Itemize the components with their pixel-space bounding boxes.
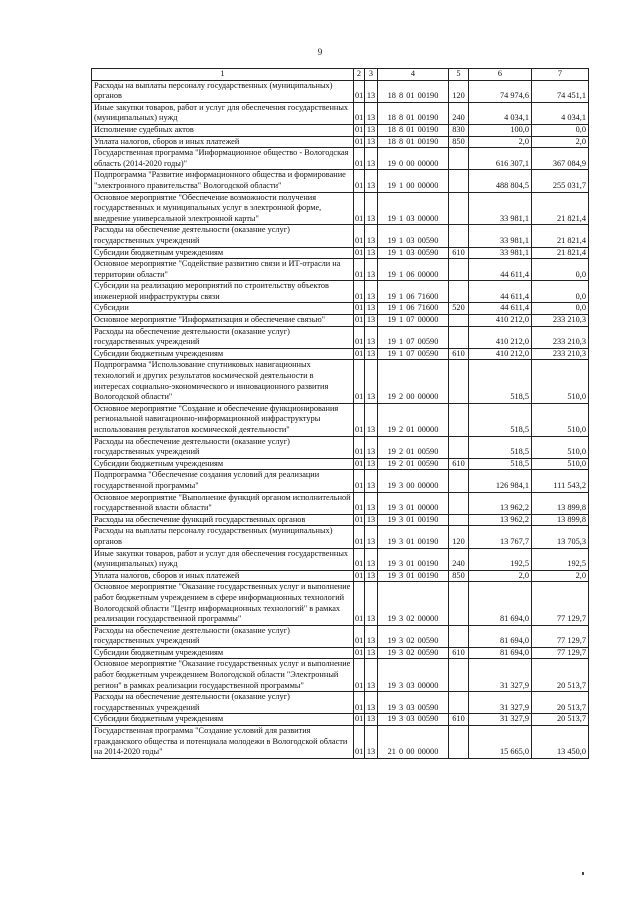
amount-2019-cell: 192,5 — [469, 548, 532, 570]
target-article-cell: 19 2 01 00590 — [378, 436, 449, 458]
table-row — [92, 526, 589, 548]
subsection-code-cell: 13 — [365, 526, 378, 548]
table-row — [92, 714, 589, 726]
amount-2020-cell: 21 821,4 — [532, 225, 589, 247]
expense-type-cell — [449, 436, 469, 458]
section-code-cell: 01 — [354, 470, 365, 492]
row-name-cell: Основное мероприятие "Содействие развитию связи и ИТ-отрасли на территории области" — [92, 259, 354, 281]
amount-2020-cell: 0,0 — [532, 124, 589, 136]
table-row — [92, 647, 589, 659]
section-code-cell: 01 — [354, 360, 365, 403]
amount-2020-cell: 367 084,9 — [532, 148, 589, 170]
subsection-code-cell: 13 — [365, 192, 378, 225]
table-row — [92, 625, 589, 647]
expense-type-cell: 610 — [449, 348, 469, 360]
section-code-cell: 01 — [354, 225, 365, 247]
row-name-cell: Исполнение судебных актов — [92, 124, 354, 136]
header-cell: 1 — [92, 69, 354, 81]
amount-2019-cell: 15 665,0 — [469, 726, 532, 759]
target-article-cell: 19 2 01 00590 — [378, 458, 449, 470]
section-code-cell: 01 — [354, 548, 365, 570]
expense-type-cell: 610 — [449, 247, 469, 259]
section-code-cell: 01 — [354, 136, 365, 148]
section-code-cell: 01 — [354, 492, 365, 514]
table-row — [92, 360, 589, 403]
row-name-cell: Уплата налогов, сборов и иных платежей — [92, 570, 354, 582]
section-code-cell: 01 — [354, 124, 365, 136]
subsection-code-cell: 13 — [365, 647, 378, 659]
row-name-cell: Субсидии бюджетным учреждениям — [92, 348, 354, 360]
target-article-cell: 19 3 00 00000 — [378, 470, 449, 492]
subsection-code-cell: 13 — [365, 124, 378, 136]
row-name-cell: Основное мероприятие "Информатизация и обеспечение связью" — [92, 315, 354, 327]
section-code-cell: 01 — [354, 514, 365, 526]
amount-2019-cell: 518,5 — [469, 436, 532, 458]
amount-2019-cell: 13 767,7 — [469, 526, 532, 548]
subsection-code-cell: 13 — [365, 403, 378, 436]
target-article-cell: 18 8 01 00190 — [378, 124, 449, 136]
amount-2020-cell: 21 821,4 — [532, 247, 589, 259]
subsection-code-cell: 13 — [365, 148, 378, 170]
amount-2019-cell: 33 981,1 — [469, 247, 532, 259]
table-row — [92, 247, 589, 259]
row-name-cell: Государственная программа "Создание условий для развития гражданского общества и потенциала молодежи в Вологодской области на 2014-2020 годы" — [92, 726, 354, 759]
row-name-cell: Субсидии бюджетным учреждениям — [92, 247, 354, 259]
subsection-code-cell: 13 — [365, 281, 378, 303]
target-article-cell: 19 1 06 71600 — [378, 303, 449, 315]
header-cell: 2 — [354, 69, 365, 81]
amount-2020-cell: 21 821,4 — [532, 192, 589, 225]
amount-2020-cell: 510,0 — [532, 436, 589, 458]
expense-type-cell — [449, 315, 469, 327]
amount-2020-cell: 192,5 — [532, 548, 589, 570]
amount-2019-cell: 518,5 — [469, 403, 532, 436]
row-name-cell: Расходы на обеспечение деятельности (оказание услуг) государственных учреждений — [92, 436, 354, 458]
amount-2020-cell: 77 129,7 — [532, 647, 589, 659]
section-code-cell: 01 — [354, 148, 365, 170]
expense-type-cell: 240 — [449, 548, 469, 570]
expense-type-cell: 120 — [449, 80, 469, 102]
expense-type-cell: 610 — [449, 458, 469, 470]
subsection-code-cell: 13 — [365, 458, 378, 470]
table-row — [92, 315, 589, 327]
amount-2019-cell: 488 804,5 — [469, 170, 532, 192]
target-article-cell: 19 0 00 00000 — [378, 148, 449, 170]
section-code-cell: 01 — [354, 403, 365, 436]
amount-2020-cell: 111 543,2 — [532, 470, 589, 492]
target-article-cell: 19 2 00 00000 — [378, 360, 449, 403]
target-article-cell: 19 1 06 71600 — [378, 281, 449, 303]
expense-type-cell — [449, 403, 469, 436]
amount-2019-cell: 31 327,9 — [469, 659, 532, 692]
target-article-cell: 19 1 07 00590 — [378, 326, 449, 348]
expense-type-cell — [449, 582, 469, 625]
target-article-cell: 19 3 02 00590 — [378, 647, 449, 659]
target-article-cell: 19 1 07 00000 — [378, 315, 449, 327]
section-code-cell: 01 — [354, 247, 365, 259]
table-row — [92, 124, 589, 136]
target-article-cell: 19 3 03 00000 — [378, 659, 449, 692]
row-name-cell: Уплата налогов, сборов и иных платежей — [92, 136, 354, 148]
table-row — [92, 492, 589, 514]
row-name-cell: Основное мероприятие "Оказание государственных услуг и выполнение работ бюджетным учреждением в сфере информационных технологий Вологодской области "Центр информационных технологий" в рамках реализации государственной программы" — [92, 582, 354, 625]
expense-type-cell — [449, 625, 469, 647]
row-name-cell: Иные закупки товаров, работ и услуг для обеспечения государственных (муниципальных) нужд — [92, 102, 354, 124]
table-row — [92, 148, 589, 170]
amount-2020-cell: 74 451,1 — [532, 80, 589, 102]
expense-type-cell: 240 — [449, 102, 469, 124]
amount-2020-cell: 20 513,7 — [532, 714, 589, 726]
amount-2019-cell: 74 974,6 — [469, 80, 532, 102]
amount-2019-cell: 126 984,1 — [469, 470, 532, 492]
table-row — [92, 348, 589, 360]
table-row — [92, 170, 589, 192]
table-row — [92, 470, 589, 492]
section-code-cell: 01 — [354, 625, 365, 647]
expense-type-cell: 850 — [449, 136, 469, 148]
target-article-cell: 18 8 01 00190 — [378, 80, 449, 102]
expense-type-cell: 830 — [449, 124, 469, 136]
table-row — [92, 303, 589, 315]
row-name-cell: Государственная программа "Информационное общество - Вологодская область (2014-2020 годы)" — [92, 148, 354, 170]
amount-2019-cell: 31 327,9 — [469, 714, 532, 726]
section-code-cell: 01 — [354, 436, 365, 458]
row-name-cell: Иные закупки товаров, работ и услуг для обеспечения государственных (муниципальных) нужд — [92, 548, 354, 570]
amount-2020-cell: 510,0 — [532, 360, 589, 403]
section-code-cell: 01 — [354, 303, 365, 315]
subsection-code-cell: 13 — [365, 348, 378, 360]
amount-2020-cell: 233 210,3 — [532, 326, 589, 348]
amount-2020-cell: 77 129,7 — [532, 625, 589, 647]
amount-2020-cell: 13 899,8 — [532, 492, 589, 514]
amount-2019-cell: 81 694,0 — [469, 625, 532, 647]
row-name-cell: Расходы на обеспечение деятельности (оказание услуг) государственных учреждений — [92, 326, 354, 348]
target-article-cell: 19 1 03 00000 — [378, 192, 449, 225]
amount-2019-cell: 410 212,0 — [469, 326, 532, 348]
expense-type-cell — [449, 170, 469, 192]
row-name-cell: Расходы на обеспечение деятельности (оказание услуг) государственных учреждений — [92, 692, 354, 714]
subsection-code-cell: 13 — [365, 470, 378, 492]
amount-2019-cell: 31 327,9 — [469, 692, 532, 714]
table-row — [92, 514, 589, 526]
row-name-cell: Подпрограмма "Обеспечение создания условий для реализации государственной программы" — [92, 470, 354, 492]
amount-2020-cell: 77 129,7 — [532, 582, 589, 625]
expense-type-cell: 610 — [449, 647, 469, 659]
row-name-cell: Расходы на обеспечение деятельности (оказание услуг) государственных учреждений — [92, 625, 354, 647]
table-row — [92, 326, 589, 348]
amount-2019-cell: 100,0 — [469, 124, 532, 136]
amount-2020-cell: 13 899,8 — [532, 514, 589, 526]
table-row — [92, 225, 589, 247]
row-name-cell: Основное мероприятие "Выполнение функций органом исполнительной государственной власти области" — [92, 492, 354, 514]
target-article-cell: 19 3 01 00000 — [378, 492, 449, 514]
row-name-cell: Основное мероприятие "Оказание государственных услуг и выполнение работ бюджетным учреждением Вологодской области "Электронный регион" в рамках реализации государственной программы" — [92, 659, 354, 692]
amount-2020-cell: 20 513,7 — [532, 659, 589, 692]
expense-type-cell — [449, 726, 469, 759]
subsection-code-cell: 13 — [365, 225, 378, 247]
amount-2020-cell: 13 705,3 — [532, 526, 589, 548]
target-article-cell: 19 3 03 00590 — [378, 692, 449, 714]
table-row — [92, 458, 589, 470]
table-row — [92, 136, 589, 148]
expense-type-cell — [449, 692, 469, 714]
subsection-code-cell: 13 — [365, 659, 378, 692]
table-row — [92, 548, 589, 570]
section-code-cell: 01 — [354, 192, 365, 225]
section-code-cell: 01 — [354, 692, 365, 714]
header-cell: 4 — [378, 69, 449, 81]
row-name-cell: Субсидии — [92, 303, 354, 315]
target-article-cell: 21 0 00 00000 — [378, 726, 449, 759]
target-article-cell: 19 3 02 00590 — [378, 625, 449, 647]
target-article-cell: 19 3 02 00000 — [378, 582, 449, 625]
subsection-code-cell: 13 — [365, 259, 378, 281]
row-name-cell: Субсидии бюджетным учреждениям — [92, 458, 354, 470]
row-name-cell: Подпрограмма "Использование спутниковых навигационных технологий и других результатов космической деятельности в интересах социально-экономического и инновационного развития Вологодской области" — [92, 360, 354, 403]
section-code-cell: 01 — [354, 570, 365, 582]
header-cell: 5 — [449, 69, 469, 81]
row-name-cell: Субсидии бюджетным учреждениям — [92, 714, 354, 726]
table-row — [92, 570, 589, 582]
amount-2019-cell: 33 981,1 — [469, 225, 532, 247]
expense-type-cell — [449, 259, 469, 281]
section-code-cell: 01 — [354, 458, 365, 470]
amount-2019-cell: 2,0 — [469, 136, 532, 148]
section-code-cell: 01 — [354, 647, 365, 659]
amount-2020-cell: 2,0 — [532, 136, 589, 148]
amount-2019-cell: 410 212,0 — [469, 348, 532, 360]
section-code-cell: 01 — [354, 102, 365, 124]
subsection-code-cell: 13 — [365, 514, 378, 526]
amount-2020-cell: 255 031,7 — [532, 170, 589, 192]
target-article-cell: 19 1 06 00000 — [378, 259, 449, 281]
amount-2019-cell: 81 694,0 — [469, 582, 532, 625]
amount-2019-cell: 44 611,4 — [469, 303, 532, 315]
amount-2019-cell: 4 034,1 — [469, 102, 532, 124]
section-code-cell: 01 — [354, 348, 365, 360]
row-name-cell: Расходы на обеспечение деятельности (оказание услуг) государственных учреждений — [92, 225, 354, 247]
amount-2019-cell: 410 212,0 — [469, 315, 532, 327]
amount-2020-cell: 0,0 — [532, 259, 589, 281]
subsection-code-cell: 13 — [365, 692, 378, 714]
subsection-code-cell: 13 — [365, 582, 378, 625]
target-article-cell: 19 3 03 00590 — [378, 714, 449, 726]
expense-type-cell — [449, 514, 469, 526]
amount-2020-cell: 0,0 — [532, 281, 589, 303]
target-article-cell: 19 3 01 00190 — [378, 548, 449, 570]
amount-2019-cell: 33 981,1 — [469, 192, 532, 225]
subsection-code-cell: 13 — [365, 360, 378, 403]
row-name-cell: Основное мероприятие "Обеспечение возможности получения государственных и муниципальных услуг в электронной форме, внедрение универсальной электронной карты" — [92, 192, 354, 225]
section-code-cell: 01 — [354, 526, 365, 548]
target-article-cell: 19 3 01 00190 — [378, 526, 449, 548]
table-header-row — [92, 69, 589, 81]
target-article-cell: 18 8 01 00190 — [378, 102, 449, 124]
amount-2020-cell: 4 034,1 — [532, 102, 589, 124]
target-article-cell: 19 1 03 00590 — [378, 247, 449, 259]
expense-type-cell — [449, 225, 469, 247]
amount-2020-cell: 2,0 — [532, 570, 589, 582]
row-name-cell: Субсидии бюджетным учреждениям — [92, 647, 354, 659]
subsection-code-cell: 13 — [365, 102, 378, 124]
amount-2020-cell: 0,0 — [532, 303, 589, 315]
target-article-cell: 19 3 01 00190 — [378, 514, 449, 526]
amount-2019-cell: 616 307,1 — [469, 148, 532, 170]
expense-type-cell: 850 — [449, 570, 469, 582]
header-cell: 3 — [365, 69, 378, 81]
table-row — [92, 659, 589, 692]
section-code-cell: 01 — [354, 170, 365, 192]
amount-2019-cell: 518,5 — [469, 360, 532, 403]
expense-type-cell — [449, 148, 469, 170]
table-row — [92, 259, 589, 281]
subsection-code-cell: 13 — [365, 625, 378, 647]
table-row — [92, 192, 589, 225]
target-article-cell: 19 1 03 00590 — [378, 225, 449, 247]
subsection-code-cell: 13 — [365, 548, 378, 570]
amount-2019-cell: 44 611,4 — [469, 281, 532, 303]
amount-2019-cell: 44 611,4 — [469, 259, 532, 281]
subsection-code-cell: 13 — [365, 570, 378, 582]
target-article-cell: 18 8 01 00190 — [378, 136, 449, 148]
subsection-code-cell: 13 — [365, 714, 378, 726]
expense-type-cell: 610 — [449, 714, 469, 726]
subsection-code-cell: 13 — [365, 492, 378, 514]
expense-type-cell — [449, 192, 469, 225]
subsection-code-cell: 13 — [365, 136, 378, 148]
table-row — [92, 582, 589, 625]
expense-type-cell — [449, 326, 469, 348]
table-row — [92, 102, 589, 124]
subsection-code-cell: 13 — [365, 436, 378, 458]
subsection-code-cell: 13 — [365, 247, 378, 259]
scan-mark — [582, 872, 584, 875]
amount-2019-cell: 13 962,2 — [469, 514, 532, 526]
header-cell: 7 — [532, 69, 589, 81]
amount-2019-cell: 13 962,2 — [469, 492, 532, 514]
row-name-cell: Расходы на выплаты персоналу государственных (муниципальных) органов — [92, 526, 354, 548]
target-article-cell: 19 1 00 00000 — [378, 170, 449, 192]
section-code-cell: 01 — [354, 281, 365, 303]
table-row — [92, 281, 589, 303]
expense-type-cell — [449, 281, 469, 303]
target-article-cell: 19 3 01 00190 — [378, 570, 449, 582]
table-row — [92, 692, 589, 714]
table-row — [92, 80, 589, 102]
subsection-code-cell: 13 — [365, 326, 378, 348]
section-code-cell: 01 — [354, 326, 365, 348]
row-name-cell: Основное мероприятие "Создание и обеспечение функционирования региональной навигационно-информационной инфраструктуры использования результатов космической деятельности" — [92, 403, 354, 436]
amount-2020-cell: 510,0 — [532, 403, 589, 436]
amount-2020-cell: 510,0 — [532, 458, 589, 470]
expense-type-cell — [449, 360, 469, 403]
amount-2019-cell: 518,5 — [469, 458, 532, 470]
budget-table — [91, 68, 589, 759]
expense-type-cell: 520 — [449, 303, 469, 315]
amount-2019-cell: 81 694,0 — [469, 647, 532, 659]
section-code-cell: 01 — [354, 659, 365, 692]
subsection-code-cell: 13 — [365, 303, 378, 315]
subsection-code-cell: 13 — [365, 315, 378, 327]
expense-type-cell — [449, 659, 469, 692]
amount-2020-cell: 233 210,3 — [532, 315, 589, 327]
amount-2019-cell: 2,0 — [469, 570, 532, 582]
subsection-code-cell: 13 — [365, 170, 378, 192]
subsection-code-cell: 13 — [365, 80, 378, 102]
row-name-cell: Расходы на выплаты персоналу государственных (муниципальных) органов — [92, 80, 354, 102]
table-row — [92, 403, 589, 436]
subsection-code-cell: 13 — [365, 726, 378, 759]
row-name-cell: Подпрограмма "Развитие информационного общества и формирование "электронного правительства" Вологодской области" — [92, 170, 354, 192]
section-code-cell: 01 — [354, 714, 365, 726]
amount-2020-cell: 13 450,0 — [532, 726, 589, 759]
section-code-cell: 01 — [354, 582, 365, 625]
expense-type-cell — [449, 492, 469, 514]
section-code-cell: 01 — [354, 315, 365, 327]
amount-2020-cell: 20 513,7 — [532, 692, 589, 714]
section-code-cell: 01 — [354, 726, 365, 759]
target-article-cell: 19 2 01 00000 — [378, 403, 449, 436]
row-name-cell: Расходы на обеспечение функций государственных органов — [92, 514, 354, 526]
target-article-cell: 19 1 07 00590 — [378, 348, 449, 360]
expense-type-cell — [449, 470, 469, 492]
header-cell: 6 — [469, 69, 532, 81]
section-code-cell: 01 — [354, 80, 365, 102]
page-number: 9 — [317, 47, 323, 57]
amount-2020-cell: 233 210,3 — [532, 348, 589, 360]
expense-type-cell: 120 — [449, 526, 469, 548]
table-row — [92, 436, 589, 458]
table-row — [92, 726, 589, 759]
section-code-cell: 01 — [354, 259, 365, 281]
row-name-cell: Субсидии на реализацию мероприятий по строительству объектов инженерной инфраструктуры связи — [92, 281, 354, 303]
